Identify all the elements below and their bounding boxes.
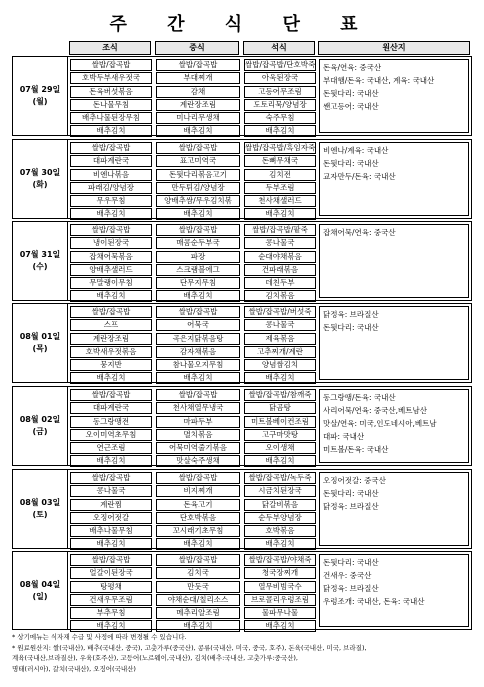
menu-item: 쌀밥/잡곡밥 xyxy=(156,142,240,154)
origin-line: 맛살/연육: 미국,인도네시아,베트남 xyxy=(323,419,437,428)
day-date xyxy=(13,304,68,382)
origin-line: 닭정육: 브라질산 xyxy=(323,584,379,593)
day-date xyxy=(13,140,68,218)
date-text: 07월 31일 xyxy=(19,250,61,259)
breakfast-menu xyxy=(70,306,152,386)
menu-item: 배추김치 xyxy=(244,455,316,467)
menu-item: 순두부양념장 xyxy=(244,512,316,524)
menu-item: 호박새우젓볶음 xyxy=(70,346,152,358)
date-text: 08월 04일 xyxy=(19,579,61,589)
origin-line: 닭정육: 브라질산 xyxy=(323,310,379,319)
menu-item: 어묵미역줄기볶음 xyxy=(156,442,240,454)
menu-item: 아욱된장국 xyxy=(244,72,316,84)
menu-item: 고추찌개/계란 xyxy=(244,346,316,358)
menu-item: 비엔나볶음 xyxy=(70,169,152,181)
menu-item: 고구마맛탕 xyxy=(244,429,316,441)
menu-item: 무말랭이무침 xyxy=(70,277,152,289)
weekday-text: (목) xyxy=(32,344,48,353)
menu-item: 계란찜 xyxy=(70,499,152,511)
menu-item: 단호박볶음 xyxy=(156,512,240,524)
menu-item: 닭갈비볶음 xyxy=(244,499,316,511)
menu-item: 배추김치 xyxy=(156,208,240,220)
footer-notes xyxy=(12,632,480,674)
menu-item: 쌀밥/잡곡밥 xyxy=(70,59,152,71)
menu-item: 참나물오지무침 xyxy=(156,359,240,371)
menu-item: 탕평채 xyxy=(70,581,152,593)
dinner-menu xyxy=(244,554,316,634)
menu-item: 스크램블에그 xyxy=(156,264,240,276)
breakfast-menu xyxy=(70,554,152,634)
menu-item: 마파두부 xyxy=(156,416,240,428)
origin-info xyxy=(319,306,469,380)
menu-item: 뭉지반 xyxy=(70,359,152,371)
dinner-menu xyxy=(244,306,316,386)
menu-item: 양배추샐러드 xyxy=(70,264,152,276)
menu-item: 연근조림 xyxy=(70,442,152,454)
dinner-menu xyxy=(244,224,316,304)
menu-item: 배추김치 xyxy=(244,372,316,384)
dinner-menu xyxy=(244,59,316,139)
menu-item: 오이생채 xyxy=(244,442,316,454)
menu-item: 돈뼈무채국 xyxy=(244,155,316,167)
menu-item: 배추김치 xyxy=(156,538,240,550)
menu-item: 얼갈이된장국 xyxy=(70,567,152,579)
menu-item: 꼬시래기초무침 xyxy=(156,525,240,537)
lunch-menu xyxy=(156,554,240,634)
menu-item: 청국장찌개 xyxy=(244,567,316,579)
lunch-menu xyxy=(156,472,240,552)
menu-item: 배추김치 xyxy=(70,290,152,302)
weekday-text: (일) xyxy=(32,591,48,601)
day-block xyxy=(12,221,472,301)
origin-line: 대파: 국내산 xyxy=(323,432,365,441)
menu-item: 건새우무조림 xyxy=(70,594,152,606)
lunch-menu xyxy=(156,306,240,386)
page-title: 주 간 식 단 표 xyxy=(109,14,375,35)
origin-line: 오징어젓갈: 중국산 xyxy=(323,476,386,485)
menu-item: 호박두부새우젓국 xyxy=(70,72,152,84)
menu-item: 파장 xyxy=(156,251,240,263)
breakfast-menu xyxy=(70,224,152,304)
origin-line: 닭정육: 브라질산 xyxy=(323,502,379,511)
dinner-menu xyxy=(244,472,316,552)
menu-item: 순대야채볶음 xyxy=(244,251,316,263)
menu-item: 대파계란국 xyxy=(70,402,152,414)
menu-item: 표고미역국 xyxy=(156,155,240,167)
menu-item: 쌀밥/잡곡밥/팥죽 xyxy=(244,224,316,236)
menu-item: 비지찌개 xyxy=(156,485,240,497)
menu-item: 시금치된장국 xyxy=(244,485,316,497)
menu-item: 야채순대/칠리소스 xyxy=(156,594,240,606)
origin-info xyxy=(319,224,469,298)
day-block xyxy=(12,386,472,466)
dinner-menu xyxy=(244,142,316,222)
day-date xyxy=(13,57,68,135)
day-date xyxy=(13,552,68,629)
menu-item: 계란장조림 xyxy=(156,99,240,111)
menu-item: 숙주무침 xyxy=(244,112,316,124)
menu-item: 돈육버섯볶음 xyxy=(70,86,152,98)
date-text: 08월 03일 xyxy=(19,498,61,507)
origin-line: 건새우: 중국산 xyxy=(323,571,372,580)
menu-item: 계란장조림 xyxy=(70,333,152,345)
lunch-menu xyxy=(156,142,240,222)
menu-item: 배추김치 xyxy=(70,208,152,220)
menu-item: 배추김치 xyxy=(70,538,152,550)
menu-item: 오이미역초무침 xyxy=(70,429,152,441)
menu-item: 감자채볶음 xyxy=(156,346,240,358)
origin-info xyxy=(319,554,469,627)
menu-item: 돈나물무침 xyxy=(70,99,152,111)
weekday-text: (월) xyxy=(32,97,48,106)
origin-line: 돈뒷다리: 국내산 xyxy=(323,89,379,98)
menu-item: 쌀밥/잡곡밥 xyxy=(156,224,240,236)
menu-item: 배추김치 xyxy=(70,125,152,137)
menu-item: 매콤순두부국 xyxy=(156,237,240,249)
menu-item: 곡은지닭볶음탕 xyxy=(156,333,240,345)
menu-item: 콩나물국 xyxy=(244,237,316,249)
menu-item: 김치전 xyxy=(244,169,316,181)
menu-item: 쌀밥/잡곡밥 xyxy=(70,142,152,154)
dinner-menu xyxy=(244,389,316,469)
menu-item: 배추나물무침 xyxy=(70,525,152,537)
origin-line: 비엔나/계육: 국내산 xyxy=(323,146,389,155)
breakfast-menu xyxy=(70,59,152,139)
origin-info xyxy=(319,142,469,216)
menu-item: 배추김치 xyxy=(70,455,152,467)
day-block xyxy=(12,56,472,136)
origin-line: 쌘고등어: 국내산 xyxy=(323,102,379,111)
origin-info xyxy=(319,389,469,463)
menu-item: 콩나물국 xyxy=(70,485,152,497)
menu-item: 건파래볶음 xyxy=(244,264,316,276)
menu-item: 제육볶음 xyxy=(244,333,316,345)
menu-item: 쌀밥/잡곡밥 xyxy=(156,306,240,318)
menu-item: 부추무침 xyxy=(70,607,152,619)
menu-item: 미나리무생채 xyxy=(156,112,240,124)
weekday-text: (수) xyxy=(32,262,48,271)
note-line: 명태(러시아), 갈치(국내산), 오징어(국내산) xyxy=(12,664,136,673)
menu-item: 냉이된장국 xyxy=(70,237,152,249)
menu-item: 쌀밥/잡곡밥 xyxy=(156,472,240,484)
weekday-text: (금) xyxy=(32,427,48,436)
menu-item: 파래김/양념장 xyxy=(70,182,152,194)
origin-line: 교자만두/돈육: 국내산 xyxy=(323,172,396,181)
day-date xyxy=(13,387,68,465)
menu-item: 콩나물국 xyxy=(244,319,316,331)
menu-item: 도토리묵/양념장 xyxy=(244,99,316,111)
menu-item: 만두튀김/양념장 xyxy=(156,182,240,194)
menu-item: 배추김치 xyxy=(244,208,316,220)
origin-line: 돈뒷다리: 국내산 xyxy=(323,159,379,168)
header-lunch: 중식 xyxy=(155,41,239,55)
menu-item: 쌀밥/잡곡밥/버섯죽 xyxy=(244,306,316,318)
origin-line: 미트볼/돈육: 국내산 xyxy=(323,445,389,454)
menu-item: 쌀밥/잡곡밥 xyxy=(70,306,152,318)
menu-item: 잡채어묵볶음 xyxy=(70,251,152,263)
menu-item: 쌀밥/잡곡밥/단호박죽 xyxy=(245,60,316,69)
menu-item: 배추김치 xyxy=(70,620,152,632)
menu-item: 미트볼베이컨조림 xyxy=(244,416,316,428)
menu-item: 쌀밥/잡곡밥 xyxy=(70,389,152,401)
origin-line: 사리어묵/연육: 중국산,베트남산 xyxy=(323,406,428,415)
menu-item: 열무비빔국수 xyxy=(244,581,316,593)
origin-line: 부대햄/돈육: 국내산, 계육: 국내산 xyxy=(323,76,435,85)
note-line: * 상기메뉴는 식자재 수급 및 사정에 따라 변경될 수 있습니다. xyxy=(12,633,187,641)
menu-item: 쌀밥/잡곡밥 xyxy=(156,554,240,566)
header-breakfast: 조식 xyxy=(69,41,151,55)
date-text: 08월 01일 xyxy=(19,332,61,341)
menu-item: 쌀밥/잡곡밥/녹두죽 xyxy=(244,472,316,484)
day-date xyxy=(13,470,68,548)
origin-line: 잡채어묵/연육: 중국산 xyxy=(323,228,396,237)
menu-item: 배추나물된장무침 xyxy=(70,112,152,124)
date-text: 07월 29일 xyxy=(19,85,61,94)
menu-item: 쌀밥/잡곡밥/흑임자죽 xyxy=(245,143,316,152)
menu-item: 동그랑땡전 xyxy=(70,416,152,428)
weekday-text: (토) xyxy=(32,510,48,519)
menu-item: 대파계란국 xyxy=(70,155,152,167)
menu-item: 양배추쌈/무우김치볶 xyxy=(156,195,240,207)
origin-line: 우렁조개: 국내산, 돈육: 국내산 xyxy=(323,597,425,606)
menu-item: 고등어무조림 xyxy=(244,86,316,98)
note-line: 계육(국내산,브라질산), 우육(호주산), 고등어(노르웨이,국내산), 김치(배추:국내산, 고춧가루:중국산), xyxy=(12,654,298,662)
menu-item: 브로콜리우렁조림 xyxy=(244,594,316,606)
origin-line: 돈육/연육: 중국산 xyxy=(323,63,382,72)
menu-item: 멸치볶음 xyxy=(156,429,240,441)
menu-item: 호박볶음 xyxy=(244,525,316,537)
menu-item: 어묵국 xyxy=(156,319,240,331)
menu-item: 쌀밥/잡곡밥/참깨죽 xyxy=(244,389,316,401)
date-text: 08월 02일 xyxy=(19,415,61,424)
menu-item: 맛살숙주생채 xyxy=(156,455,240,467)
menu-item: 부대찌개 xyxy=(156,72,240,84)
origin-line: 돈뒷다리: 국내산 xyxy=(323,489,379,498)
breakfast-menu xyxy=(70,142,152,222)
menu-item: 스프 xyxy=(70,319,152,331)
breakfast-menu xyxy=(70,389,152,469)
menu-item: 쌀밥/잡곡밥 xyxy=(156,59,240,71)
lunch-menu xyxy=(156,224,240,304)
menu-item: 천사채샐러드 xyxy=(244,195,316,207)
menu-item: 배추김치 xyxy=(244,125,316,137)
day-block xyxy=(12,469,472,549)
menu-item: 돈육고기 xyxy=(156,499,240,511)
lunch-menu xyxy=(156,59,240,139)
note-line: * 원료원산지: 쌀(국내산), 배추(국내산, 중국), 고춧가루(중국산), 콩류(국내산, 미국, 중국, 호주), 돈육(국내산, 미국, 브라질), xyxy=(12,643,367,652)
origin-line: 동그랑땡/돈육: 국내산 xyxy=(323,393,396,402)
menu-item: 감채 xyxy=(156,86,240,98)
day-block xyxy=(12,551,472,630)
menu-item: 쌀밥/잡곡밥 xyxy=(156,389,240,401)
day-block xyxy=(12,139,472,219)
menu-item: 배추김치 xyxy=(156,620,240,632)
header-origin: 원산지 xyxy=(318,41,470,55)
menu-item: 배추김치 xyxy=(156,290,240,302)
day-date xyxy=(13,222,68,300)
menu-item: 메추리알조림 xyxy=(156,607,240,619)
origin-info xyxy=(319,472,469,546)
menu-item: 양념쌈김치 xyxy=(244,359,316,371)
menu-item: 김치볶음 xyxy=(244,290,316,302)
menu-item: 물파무나물 xyxy=(244,607,316,619)
date-text: 07월 30일 xyxy=(19,168,61,177)
header-dinner: 석식 xyxy=(243,41,315,55)
origin-line: 돈뒷다리: 국내산 xyxy=(323,558,379,567)
weekday-text: (화) xyxy=(32,180,48,189)
menu-item: 만둣국 xyxy=(156,581,240,593)
menu-item: 돈뒷다리볶음고기 xyxy=(156,169,240,181)
lunch-menu xyxy=(156,389,240,469)
menu-item: 배추김치 xyxy=(156,372,240,384)
menu-item: 두부조림 xyxy=(244,182,316,194)
origin-info xyxy=(319,59,469,133)
menu-item: 쌀밥/잡곡밥 xyxy=(70,472,152,484)
menu-item: 쌀밥/잡곡밥 xyxy=(70,224,152,236)
menu-item: 배추김치 xyxy=(244,538,316,550)
breakfast-menu xyxy=(70,472,152,552)
menu-item: 쌀밥/잡곡밥 xyxy=(70,554,152,566)
menu-item: 단무지무침 xyxy=(156,277,240,289)
menu-item: 오징어젓갈 xyxy=(70,512,152,524)
origin-line: 돈뒷다리: 국내산 xyxy=(323,323,379,332)
menu-item: 쌀밥/잡곡밥/야채죽 xyxy=(244,554,316,566)
menu-item: 김치국 xyxy=(156,567,240,579)
menu-item: 배추김치 xyxy=(244,620,316,632)
menu-item: 닭곰탕 xyxy=(244,402,316,414)
menu-item: 데친두부 xyxy=(244,277,316,289)
menu-item: 배추김치 xyxy=(70,372,152,384)
menu-item: 무우무침 xyxy=(70,195,152,207)
menu-item: 배추김치 xyxy=(156,125,240,137)
menu-item: 천사채열무냉국 xyxy=(156,402,240,414)
day-block xyxy=(12,303,472,383)
